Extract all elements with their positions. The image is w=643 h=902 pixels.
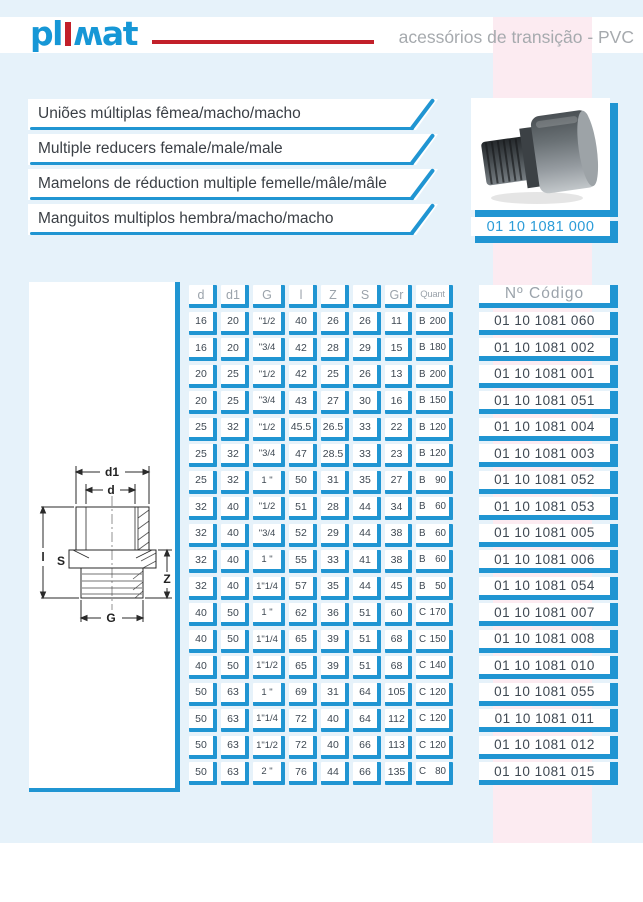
cell-z: 26: [321, 312, 349, 335]
dim-label-g: G: [106, 611, 116, 625]
cell-l: 51: [289, 497, 317, 520]
code-row: [479, 603, 618, 626]
cell-gr: 23: [385, 444, 412, 467]
cell-l: 65: [289, 630, 317, 653]
dim-label-z: Z: [163, 572, 171, 586]
pack-qty: 150: [429, 633, 446, 645]
cell-d: 25: [189, 444, 217, 467]
cell-l: 42: [289, 338, 317, 361]
cell-g: 1 ": [253, 471, 285, 494]
banner-es: [28, 204, 438, 235]
code-value: 01 10 1081 051: [494, 392, 595, 408]
cell-s: 41: [353, 550, 381, 573]
pack-qty: 120: [429, 421, 446, 433]
cell-gr: 68: [385, 630, 412, 653]
banner-underline: [30, 162, 414, 166]
pack-qty: 140: [429, 660, 446, 671]
cell-quant: [416, 630, 453, 653]
table-row: [189, 736, 453, 759]
dim-label-s: S: [56, 554, 66, 568]
cell-l: 65: [289, 656, 317, 679]
pack-letter: B: [419, 342, 426, 353]
header-rule: [152, 40, 374, 44]
table-row: [189, 497, 453, 520]
code-row: [479, 471, 618, 494]
cell-g: 1"1/2: [253, 656, 285, 679]
table-row: [189, 630, 453, 653]
code-row: [479, 762, 618, 785]
col-header-z: Z: [321, 285, 349, 308]
pack-qty: 120: [429, 686, 446, 698]
cell-z: 39: [321, 656, 349, 679]
code-value: 01 10 1081 008: [494, 631, 595, 646]
pack-qty: 60: [435, 554, 446, 565]
cell-g: "3/4: [253, 391, 285, 414]
cell-s: 29: [353, 338, 381, 361]
cell-s: 51: [353, 656, 381, 679]
cell-g: 1 ": [253, 603, 285, 626]
code-value: 01 10 1081 001: [494, 366, 595, 381]
cell-l: 40: [289, 312, 317, 335]
code-row: [479, 338, 618, 361]
code-row: [479, 312, 618, 335]
pack-qty: 50: [435, 580, 446, 592]
cell-s: 51: [353, 630, 381, 653]
cell-quant: [416, 418, 453, 441]
photo-frame-right: [610, 103, 618, 217]
cell-quant: [416, 524, 453, 547]
technical-drawing: [29, 282, 175, 788]
cell-z: 28.5: [321, 444, 349, 467]
cell-d1: 63: [221, 683, 249, 706]
cell-d1: 20: [221, 312, 249, 335]
table-row: [189, 312, 453, 335]
code-row: [479, 630, 618, 653]
cell-quant: [416, 577, 453, 600]
code-value: 01 10 1081 060: [494, 313, 595, 328]
cell-gr: 112: [385, 709, 412, 732]
col-header-gr: Gr: [385, 285, 412, 308]
cell-g: "3/4: [253, 524, 285, 547]
table-row: [189, 550, 453, 573]
cell-l: 57: [289, 577, 317, 600]
pack-letter: B: [419, 421, 426, 433]
cell-gr: 135: [385, 762, 412, 785]
cell-gr: 11: [385, 312, 412, 335]
pack-qty: 120: [429, 713, 446, 724]
code-row: [479, 683, 618, 706]
cell-z: 28: [321, 338, 349, 361]
code-value: 01 10 1081 004: [494, 419, 595, 434]
pack-letter: B: [419, 448, 426, 459]
cell-d1: 40: [221, 497, 249, 520]
cell-d: 32: [189, 550, 217, 573]
banner-pt: [28, 99, 438, 130]
cell-quant: [416, 365, 453, 388]
cell-quant: [416, 709, 453, 732]
cell-g: "1/2: [253, 365, 285, 388]
cell-quant: [416, 312, 453, 335]
cell-g: "3/4: [253, 338, 285, 361]
plimat-logo: [30, 14, 137, 53]
cell-z: 44: [321, 762, 349, 785]
table-row: [189, 365, 453, 388]
banner-label: Manguitos multiplos hembra/macho/macho: [38, 210, 334, 227]
page-title: acessórios de transição - PVC: [398, 27, 634, 47]
code-row: [479, 365, 618, 388]
cell-quant: [416, 391, 453, 414]
cell-d1: 20: [221, 338, 249, 361]
codes-header: Nº Código: [479, 285, 618, 308]
pack-letter: C: [419, 633, 427, 645]
photo-frame-bottom: [475, 210, 618, 217]
cell-d: 16: [189, 338, 217, 361]
cell-s: 66: [353, 762, 381, 785]
code-row: [479, 418, 618, 441]
pack-qty: 150: [429, 395, 446, 406]
banner-label: Mamelons de réduction multiple femelle/mâle/mâle: [38, 175, 387, 192]
cell-d1: 40: [221, 577, 249, 600]
code-value: 01 10 1081 054: [494, 578, 595, 593]
pack-letter: C: [419, 607, 427, 618]
cell-gr: 15: [385, 338, 412, 361]
code-row: [479, 656, 618, 679]
cell-l: 76: [289, 762, 317, 785]
cell-s: 44: [353, 524, 381, 547]
code-value: 01 10 1081 053: [494, 498, 595, 514]
pack-qty: 80: [435, 766, 446, 777]
cell-g: "1/2: [253, 312, 285, 335]
logo-text-left: pl: [30, 14, 62, 53]
pack-letter: C: [419, 713, 427, 724]
table-row: [189, 444, 453, 467]
logo-red-bar: [65, 22, 71, 46]
table-row: [189, 577, 453, 600]
banner-underline: [30, 127, 414, 131]
cell-z: 29: [321, 524, 349, 547]
pack-qty: 200: [429, 368, 446, 380]
cell-s: 44: [353, 497, 381, 520]
col-header-d1: d1: [221, 285, 249, 308]
cell-d1: 40: [221, 550, 249, 573]
pack-qty: 170: [429, 607, 446, 618]
cell-s: 66: [353, 736, 381, 759]
table-row: [189, 418, 453, 441]
codes-column: [479, 285, 618, 789]
cell-d: 20: [189, 391, 217, 414]
cell-g: "1/2: [253, 418, 285, 441]
cell-gr: 38: [385, 524, 412, 547]
table-row: [189, 471, 453, 494]
cell-d: 50: [189, 762, 217, 785]
code-value: 01 10 1081 005: [494, 525, 595, 540]
code-value: 01 10 1081 011: [494, 710, 595, 726]
cell-d: 50: [189, 709, 217, 732]
family-code-frame-bottom: [475, 236, 618, 243]
cell-d1: 50: [221, 630, 249, 653]
cell-d: 32: [189, 497, 217, 520]
cell-z: 31: [321, 683, 349, 706]
cell-d1: 50: [221, 656, 249, 679]
cell-s: 33: [353, 418, 381, 441]
banner-fr: [28, 169, 438, 200]
cell-quant: [416, 444, 453, 467]
pack-letter: B: [419, 315, 426, 327]
cell-z: 27: [321, 391, 349, 414]
cell-g: "1/2: [253, 497, 285, 520]
cell-s: 35: [353, 471, 381, 494]
cell-quant: [416, 656, 453, 679]
cell-g: 1"1/4: [253, 577, 285, 600]
cell-z: 39: [321, 630, 349, 653]
cell-d: 50: [189, 736, 217, 759]
code-row: [479, 524, 618, 547]
pack-letter: C: [419, 686, 427, 698]
cell-d: 32: [189, 524, 217, 547]
cell-z: 35: [321, 577, 349, 600]
banner-label: Uniões múltiplas fêmea/macho/macho: [38, 105, 301, 122]
technical-drawing-box: [29, 282, 180, 792]
cell-s: 26: [353, 312, 381, 335]
pack-letter: C: [419, 766, 427, 777]
cell-d: 40: [189, 603, 217, 626]
pack-letter: C: [419, 660, 427, 671]
cell-g: 1 ": [253, 683, 285, 706]
pack-qty: 90: [435, 474, 446, 486]
cell-z: 28: [321, 497, 349, 520]
pack-letter: B: [419, 580, 426, 592]
pack-qty: 60: [435, 527, 446, 539]
pack-qty: 120: [429, 448, 446, 459]
cell-l: 72: [289, 709, 317, 732]
cell-gr: 34: [385, 497, 412, 520]
table-row: [189, 762, 453, 785]
cell-d1: 32: [221, 444, 249, 467]
product-photo: [471, 98, 610, 210]
cell-s: 44: [353, 577, 381, 600]
pack-qty: 180: [429, 342, 446, 353]
code-row: [479, 736, 618, 759]
code-row: [479, 444, 618, 467]
pack-qty: 60: [435, 501, 446, 512]
cell-g: 2 ": [253, 762, 285, 785]
cell-l: 43: [289, 391, 317, 414]
cell-gr: 13: [385, 365, 412, 388]
cell-z: 26.5: [321, 418, 349, 441]
code-row: [479, 577, 618, 600]
codes-list: [479, 312, 618, 786]
family-code: 01 10 1081 000: [471, 217, 610, 236]
code-row: [479, 550, 618, 573]
cell-gr: 38: [385, 550, 412, 573]
code-value: 01 10 1081 055: [494, 684, 595, 699]
banner-underline: [30, 232, 414, 236]
cell-quant: [416, 603, 453, 626]
cell-l: 52: [289, 524, 317, 547]
cell-z: 33: [321, 550, 349, 573]
code-row: [479, 391, 618, 414]
code-value: 01 10 1081 010: [494, 657, 595, 673]
cell-d: 50: [189, 683, 217, 706]
col-header-l: l: [289, 285, 317, 308]
cell-s: 64: [353, 709, 381, 732]
pack-letter: B: [419, 368, 426, 380]
cell-d1: 63: [221, 762, 249, 785]
code-value: 01 10 1081 007: [494, 604, 595, 620]
cell-quant: [416, 736, 453, 759]
pack-letter: B: [419, 474, 426, 486]
table-row: [189, 709, 453, 732]
banner-underline: [30, 197, 414, 201]
code-value: 01 10 1081 012: [494, 737, 595, 752]
pack-letter: B: [419, 527, 426, 539]
cell-g: "3/4: [253, 444, 285, 467]
col-header-s: S: [353, 285, 381, 308]
cell-z: 40: [321, 709, 349, 732]
cell-g: 1"1/4: [253, 709, 285, 732]
cell-d1: 25: [221, 365, 249, 388]
cell-s: 33: [353, 444, 381, 467]
cell-quant: [416, 762, 453, 785]
cell-d: 32: [189, 577, 217, 600]
cell-d1: 63: [221, 736, 249, 759]
product-photo-box: [471, 98, 610, 210]
cell-quant: [416, 497, 453, 520]
cell-d1: 32: [221, 418, 249, 441]
cell-l: 47: [289, 444, 317, 467]
cell-d1: 50: [221, 603, 249, 626]
dim-label-d: d: [107, 483, 115, 497]
cell-d1: 32: [221, 471, 249, 494]
col-header-quant: Quant: [416, 285, 453, 308]
table-row: [189, 603, 453, 626]
code-value: 01 10 1081 052: [494, 472, 595, 487]
cell-d: 16: [189, 312, 217, 335]
table-row: [189, 391, 453, 414]
dim-label-d1: d1: [104, 465, 120, 479]
cell-quant: [416, 338, 453, 361]
table-row: [189, 683, 453, 706]
cell-l: 55: [289, 550, 317, 573]
cell-s: 51: [353, 603, 381, 626]
cell-s: 26: [353, 365, 381, 388]
cell-gr: 45: [385, 577, 412, 600]
cell-quant: [416, 550, 453, 573]
cell-z: 36: [321, 603, 349, 626]
pack-letter: C: [419, 739, 427, 751]
cell-g: 1 ": [253, 550, 285, 573]
cell-quant: [416, 683, 453, 706]
logo-text-right: ʍat: [72, 14, 137, 53]
table-body: [189, 312, 453, 786]
cell-quant: [416, 471, 453, 494]
cell-g: 1"1/4: [253, 630, 285, 653]
cell-s: 30: [353, 391, 381, 414]
cell-d: 40: [189, 656, 217, 679]
cell-gr: 16: [385, 391, 412, 414]
table-row: [189, 524, 453, 547]
code-row: [479, 709, 618, 732]
col-header-g: G: [253, 285, 285, 308]
code-value: 01 10 1081 006: [494, 551, 595, 567]
cell-d1: 40: [221, 524, 249, 547]
code-value: 01 10 1081 002: [494, 339, 595, 355]
cell-gr: 22: [385, 418, 412, 441]
pack-letter: B: [419, 501, 426, 512]
cell-l: 50: [289, 471, 317, 494]
cell-z: 25: [321, 365, 349, 388]
table-row: [189, 338, 453, 361]
col-header-d: d: [189, 285, 217, 308]
table-row: [189, 656, 453, 679]
banner-label: Multiple reducers female/male/male: [38, 140, 283, 157]
code-value: 01 10 1081 015: [494, 763, 595, 779]
pack-letter: B: [419, 554, 426, 565]
pack-qty: 200: [429, 315, 446, 327]
cell-g: 1"1/2: [253, 736, 285, 759]
cell-gr: 113: [385, 736, 412, 759]
banner-en: [28, 134, 438, 165]
cell-l: 72: [289, 736, 317, 759]
cell-gr: 105: [385, 683, 412, 706]
cell-d: 20: [189, 365, 217, 388]
cell-z: 31: [321, 471, 349, 494]
cell-d: 25: [189, 471, 217, 494]
table-header-row: [189, 285, 453, 308]
dim-label-l: l: [41, 550, 45, 564]
pack-qty: 120: [429, 739, 446, 751]
cell-gr: 60: [385, 603, 412, 626]
cell-l: 69: [289, 683, 317, 706]
cell-gr: 68: [385, 656, 412, 679]
cell-gr: 27: [385, 471, 412, 494]
code-value: 01 10 1081 003: [494, 445, 595, 461]
cell-l: 42: [289, 365, 317, 388]
cell-d1: 63: [221, 709, 249, 732]
dimensions-table: [189, 285, 453, 789]
cell-l: 62: [289, 603, 317, 626]
cell-d: 25: [189, 418, 217, 441]
pack-letter: B: [419, 395, 426, 406]
cell-l: 45.5: [289, 418, 317, 441]
cell-s: 64: [353, 683, 381, 706]
cell-d1: 25: [221, 391, 249, 414]
code-row: [479, 497, 618, 520]
cell-z: 40: [321, 736, 349, 759]
cell-d: 40: [189, 630, 217, 653]
